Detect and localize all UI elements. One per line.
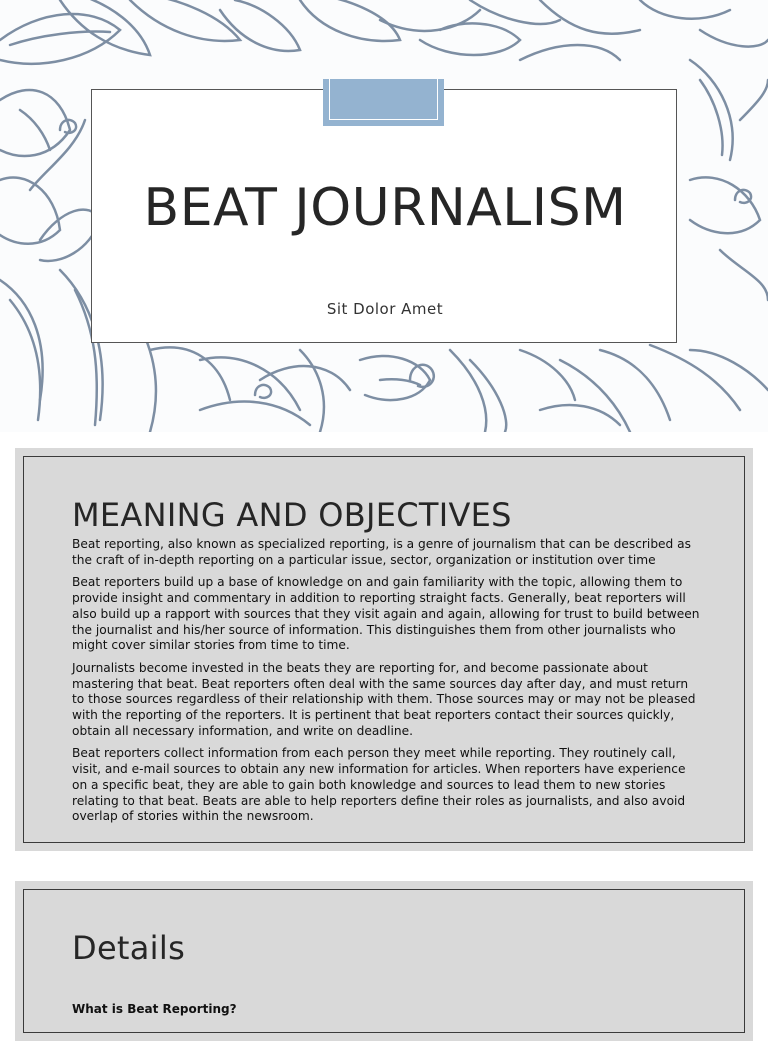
accent-tab-border [329,79,438,120]
paragraph: Beat reporters collect information from each person they meet while reporting. They routinely call, visit, and e-mail sources to obtain any new information for articles. When reporters have experience on a specific beat, they are able to gain both knowledge and sources to lead them to new stories relating to that beat. Beats are able to help reporters define their roles as journalists, and also avoid overlap of stories within the newsroom. [72,746,686,824]
presentation-subtitle: Sit Dolor Amet [326,300,444,318]
title-slide [0,0,768,432]
title-card [91,89,677,343]
paragraph: Beat reporters build up a base of knowledge on and gain familiarity with the topic, allowing them to provide insight and commentary in addition to reporting straight facts. Generally, beat reporters will also build up a rapport with sources that they visit again and again, allowing for trust to build between the journalist and his/her source of information. This distinguishes them from other journalists who might cover similar stories from time to time. [72,575,700,653]
slide-body [72,537,702,832]
paragraph: Beat reporting, also known as specialized reporting, is a genre of journalism that can be described as the craft of in-depth reporting on a particular issue, sector, organization or institution over time [72,537,691,567]
meaning-objectives-slide [15,448,753,851]
accent-tab [323,79,444,126]
paragraph: Journalists become invested in the beats they are reporting for, and become passionate about mastering that beat. Beat reporters often deal with the same sources day after day, and must return to those sources regardless of their relationship with them. Those sources may or may not be pleased with the reporting of the reporters. It is pertinent that beat reporters contact their sources quickly, obtain all necessary information, and write on deadline. [72,660,696,738]
slide-heading: MEANING AND OBJECTIVES [72,496,512,534]
presentation-title: BEAT JOURNALISM [143,178,627,238]
slide-heading: Details [72,929,186,967]
question-text: What is Beat Reporting? [72,1002,237,1016]
details-slide [15,881,753,1041]
